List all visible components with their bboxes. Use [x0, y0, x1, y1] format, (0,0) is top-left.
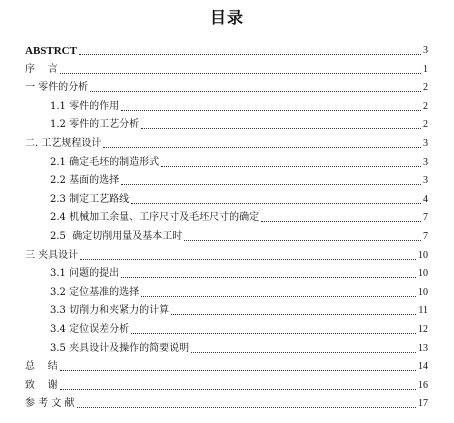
- toc-dot-leader: [60, 73, 421, 74]
- toc-entry-label: 2.3 制定工艺路线: [50, 193, 130, 205]
- toc-entry-page-number: 17: [418, 398, 428, 410]
- toc-entry-label: 二. 工艺规程设计: [25, 138, 102, 149]
- toc-entry[interactable]: [25, 247, 428, 263]
- toc-dot-leader: [121, 184, 421, 185]
- toc-entry-label: 2.4 机械加工余量、工序尺寸及毛坯尺寸的确定: [50, 212, 260, 224]
- toc-dot-leader: [60, 389, 416, 390]
- toc-entry-page-number: 2: [423, 82, 428, 94]
- toc-dot-leader: [90, 91, 421, 92]
- toc-entry[interactable]: [50, 172, 428, 188]
- toc-entry[interactable]: [50, 116, 428, 132]
- toc-entry-label: ABSTRCT: [25, 45, 77, 57]
- toc-dot-leader: [131, 203, 421, 204]
- toc-entry-label: 1.2 零件的工艺分析: [50, 119, 140, 131]
- toc-dot-leader: [79, 54, 421, 55]
- toc-entry-page-number: 13: [418, 342, 428, 354]
- toc-entry-page-number: 10: [418, 286, 428, 298]
- toc-entry[interactable]: [50, 98, 428, 114]
- toc-entry[interactable]: [50, 284, 428, 300]
- toc-entry-page-number: 10: [418, 268, 428, 280]
- toc-entry-label: 致 谢: [25, 379, 58, 391]
- toc-entry-label: 3.4 定位误差分析: [50, 324, 130, 335]
- toc-entry-page-number: 7: [423, 212, 428, 224]
- toc-entry-label: 3.2 定位基准的选择: [50, 286, 140, 298]
- toc-dot-leader: [77, 407, 416, 408]
- toc-entry-page-number: 3: [423, 45, 428, 56]
- toc-entry[interactable]: [50, 191, 428, 207]
- toc-entry-page-number: 7: [423, 231, 428, 242]
- toc-dot-leader: [131, 333, 416, 334]
- toc-dot-leader: [121, 110, 421, 111]
- toc-entry-page-number: 2: [423, 100, 428, 112]
- toc-entry-page-number: 3: [423, 156, 428, 168]
- toc-entry-label: 2.2 基面的选择: [50, 175, 120, 187]
- toc-entry-page-number: 3: [423, 175, 428, 187]
- toc-entry-label: 总 结: [25, 361, 58, 373]
- toc-dot-leader: [60, 370, 416, 371]
- toc-entry[interactable]: [25, 395, 428, 411]
- toc-title: 目录: [209, 8, 244, 27]
- toc-dot-leader: [80, 259, 416, 260]
- toc-entry-page-number: 16: [418, 379, 428, 391]
- toc-entry-page-number: 1: [423, 63, 428, 75]
- toc-entry[interactable]: [50, 340, 428, 356]
- toc-entry[interactable]: [50, 228, 428, 244]
- toc-entry-label: 三 夹具设计: [25, 249, 79, 261]
- toc-entry-label: 1.1 零件的作用: [50, 100, 120, 112]
- toc-entry-label: 2.1 确定毛坯的制造形式: [50, 156, 160, 168]
- toc-entry[interactable]: [25, 377, 428, 393]
- toc-entry[interactable]: [25, 42, 428, 58]
- toc-dot-leader: [103, 147, 421, 148]
- toc-entry-page-number: 12: [418, 324, 428, 335]
- toc-entry-label: 2.5 确定切削用量及基本工时: [50, 231, 183, 242]
- toc-entry[interactable]: [50, 302, 428, 318]
- toc-entry-page-number: 2: [423, 119, 428, 131]
- toc-entry[interactable]: [25, 79, 428, 95]
- toc-entry-label: 序 言: [25, 63, 58, 75]
- toc-entry[interactable]: [50, 154, 428, 170]
- toc-entry-label: 3.5 夹具设计及操作的简要说明: [50, 342, 190, 354]
- toc-entry-label: 参 考 文 献: [25, 398, 75, 410]
- toc-entry-page-number: 3: [423, 138, 428, 149]
- toc-entry-page-number: 4: [423, 193, 428, 205]
- toc-dot-leader: [161, 166, 421, 167]
- toc-dot-leader: [141, 296, 416, 297]
- toc-entry-label: 3.3 切削力和夹紧力的计算: [50, 305, 170, 317]
- toc-dot-leader: [141, 128, 421, 129]
- toc-dot-leader: [184, 240, 421, 241]
- toc-dot-leader: [121, 277, 416, 278]
- toc-dot-leader: [191, 352, 416, 353]
- toc-entry-label: 3.1 问题的提出: [50, 268, 120, 280]
- toc-entry[interactable]: [50, 321, 428, 337]
- toc-entry[interactable]: [25, 61, 428, 77]
- toc-entry[interactable]: [50, 209, 428, 225]
- toc-dot-leader: [261, 221, 421, 222]
- toc-entry-page-number: 11: [418, 305, 428, 317]
- toc-entry-page-number: 10: [418, 249, 428, 261]
- toc-entry[interactable]: [25, 135, 428, 151]
- toc-entry[interactable]: [25, 358, 428, 374]
- toc-entry-page-number: 14: [418, 361, 428, 373]
- toc-entry-label: 一 零件的分析: [25, 82, 89, 94]
- toc-dot-leader: [171, 314, 416, 315]
- toc-entry[interactable]: [50, 265, 428, 281]
